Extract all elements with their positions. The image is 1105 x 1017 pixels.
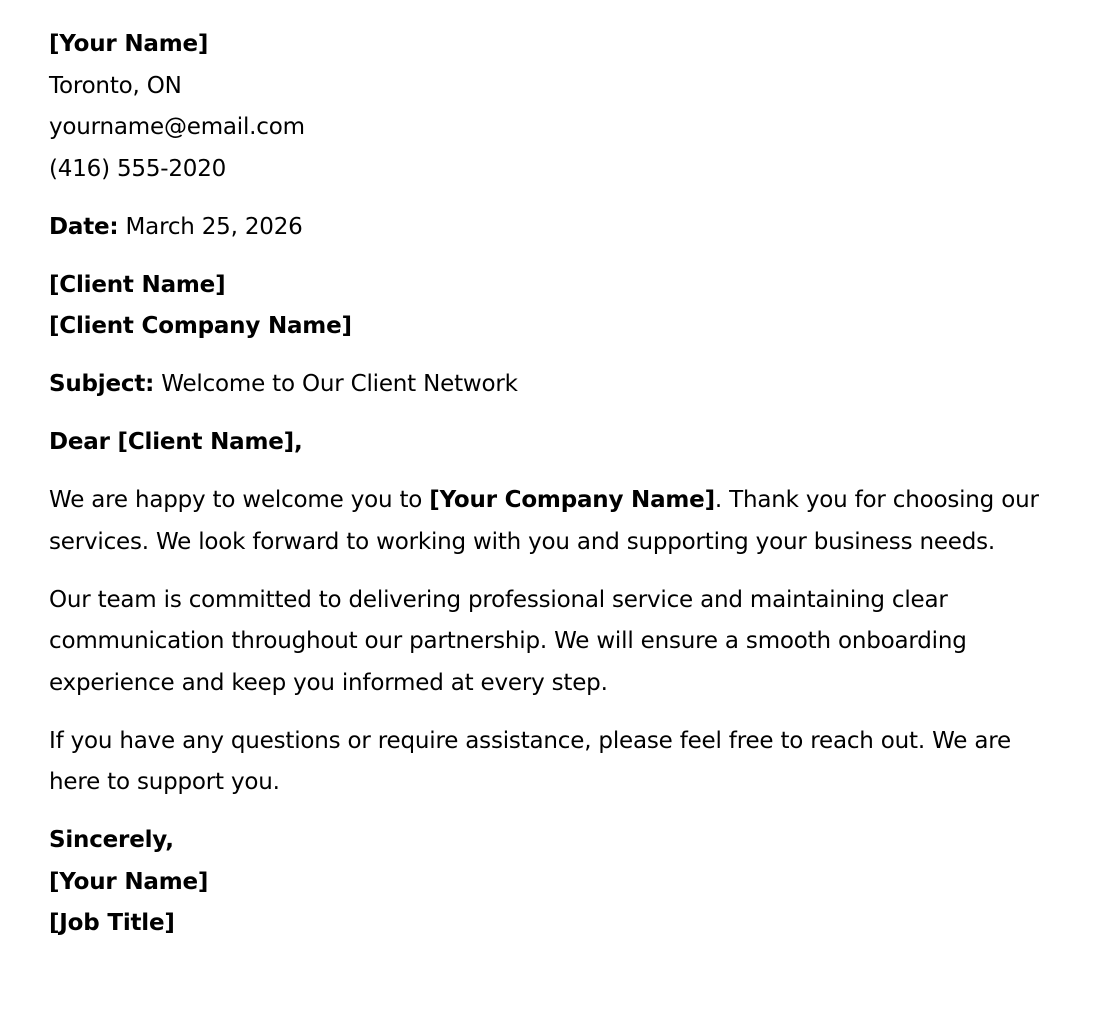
body-paragraph-3: If you have any questions or require assistance, please feel free to reach out. We are here to support you. bbox=[49, 727, 1011, 795]
date-value: March 25, 2026 bbox=[125, 213, 303, 240]
sender-city: Toronto, ON bbox=[49, 72, 182, 99]
closing-name: [Your Name] bbox=[49, 868, 209, 895]
body-paragraph-1 bbox=[49, 480, 1049, 563]
subject-line bbox=[49, 364, 1059, 406]
closing-signoff: Sincerely, bbox=[49, 827, 174, 853]
date-label: Date: bbox=[49, 213, 119, 240]
subject-label: Subject: bbox=[49, 371, 155, 397]
p1-text-start: We are happy to welcome you to bbox=[49, 487, 430, 513]
closing-title: [Job Title] bbox=[49, 910, 175, 936]
salutation: Dear [Client Name], bbox=[49, 429, 303, 455]
subject-value: Welcome to Our Client Network bbox=[161, 371, 518, 397]
date-line bbox=[49, 207, 1059, 249]
sender-email: yourname@email.com bbox=[49, 114, 305, 140]
recipient-block bbox=[49, 265, 1059, 348]
sender-block bbox=[49, 24, 1059, 190]
recipient-name: [Client Name] bbox=[49, 271, 226, 298]
closing-block bbox=[49, 820, 1059, 945]
body-paragraph-2: Our team is committed to delivering professional service and maintaining clear communication throughout our partnership. We will ensure a smooth onboarding experience and keep you informed at every step. bbox=[49, 586, 967, 696]
p1-text-end: . Thank you for choosing our services. We look forward to working with you and supporting your business needs. bbox=[49, 487, 1039, 555]
letter-page bbox=[49, 24, 1059, 945]
sender-phone: (416) 555-2020 bbox=[49, 155, 227, 182]
sender-name: [Your Name] bbox=[49, 31, 209, 57]
recipient-company: [Client Company Name] bbox=[49, 313, 352, 339]
company-name-placeholder: [Your Company Name] bbox=[429, 487, 715, 513]
